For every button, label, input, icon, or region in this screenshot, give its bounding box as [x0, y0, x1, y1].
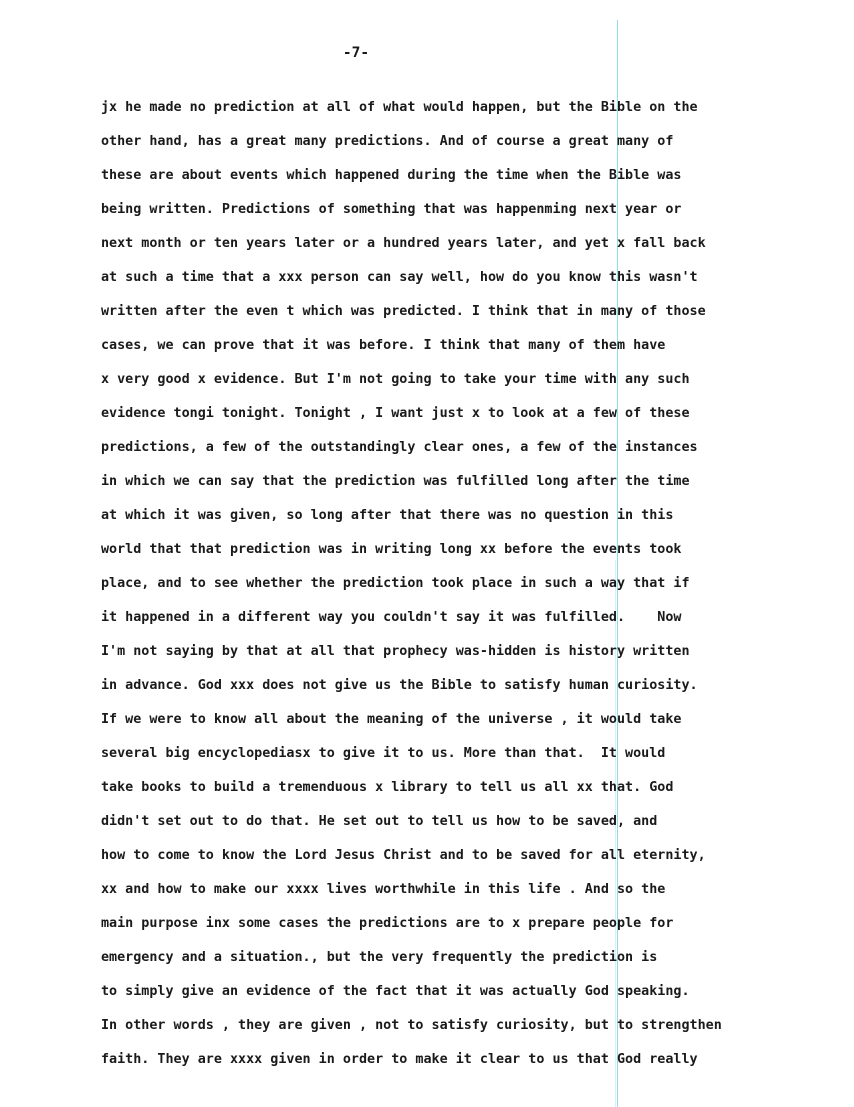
text-line: xx and how to make our xxxx lives worthwhile in this life . And so the — [101, 882, 666, 897]
text-line: emergency and a situation., but the very frequently the prediction is — [101, 950, 658, 965]
text-line: written after the even t which was predicted. I think that in many of those — [101, 304, 706, 319]
text-line: predictions, a few of the outstandingly clear ones, a few of the instances — [101, 440, 698, 455]
text-line: how to come to know the Lord Jesus Christ and to be saved for all eternity, — [101, 848, 706, 863]
page-number: -7- — [342, 45, 370, 61]
text-line: cases, we can prove that it was before. I think that many of them have — [101, 338, 666, 353]
text-line: at which it was given, so long after that there was no question in this — [101, 508, 674, 523]
text-line: other hand, has a great many predictions. And of course a great many of — [101, 134, 674, 149]
text-line: faith. They are xxxx given in order to make it clear to us that God really — [101, 1052, 698, 1067]
text-line: x very good x evidence. But I'm not going to take your time with any such — [101, 372, 690, 387]
text-line: world that that prediction was in writing long xx before the events took — [101, 542, 682, 557]
text-line: it happened in a different way you couldn't say it was fulfilled. Now — [101, 610, 682, 625]
text-line: in which we can say that the prediction was fulfilled long after the time — [101, 474, 690, 489]
text-line: take books to build a tremenduous x library to tell us all xx that. God — [101, 780, 674, 795]
text-line: jx he made no prediction at all of what would happen, but the Bible on the — [101, 100, 698, 115]
text-line: to simply give an evidence of the fact that it was actually God speaking. — [101, 984, 690, 999]
text-line: in advance. God xxx does not give us the Bible to satisfy human curiosity. — [101, 678, 698, 693]
text-line: at such a time that a xxx person can say well, how do you know this wasn't — [101, 270, 698, 285]
body-text — [101, 97, 841, 1083]
text-line: I'm not saying by that at all that prophecy was-hidden is history written — [101, 644, 690, 659]
text-line: these are about events which happened during the time when the Bible was — [101, 168, 682, 183]
text-line: didn't set out to do that. He set out to tell us how to be saved, and — [101, 814, 658, 829]
text-line: In other words , they are given , not to satisfy curiosity, but to strengthen — [101, 1018, 722, 1033]
text-line: being written. Predictions of something that was happenming next year or — [101, 202, 682, 217]
text-line: If we were to know all about the meaning of the universe , it would take — [101, 712, 682, 727]
text-line: several big encyclopediasx to give it to us. More than that. It would — [101, 746, 666, 761]
text-line: main purpose inx some cases the predictions are to x prepare people for — [101, 916, 674, 931]
text-line: place, and to see whether the prediction took place in such a way that if — [101, 576, 690, 591]
text-line: evidence tongi tonight. Tonight , I want just x to look at a few of these — [101, 406, 690, 421]
text-line: next month or ten years later or a hundred years later, and yet x fall back — [101, 236, 706, 251]
